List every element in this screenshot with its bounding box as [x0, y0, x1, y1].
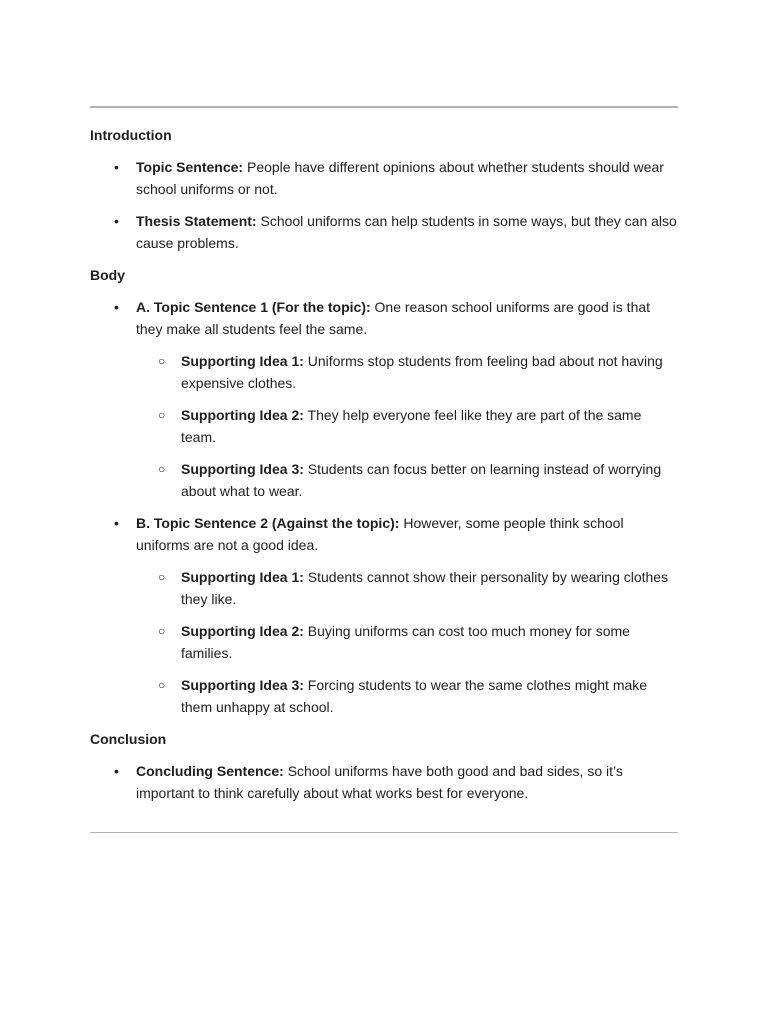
idea-label: Supporting Idea 2: — [181, 407, 304, 423]
introduction-list — [90, 156, 680, 254]
circle-bullet-icon: ○ — [158, 462, 166, 476]
conclusion-heading: Conclusion — [90, 731, 167, 747]
item-label: Concluding Sentence: — [136, 763, 284, 779]
supporting-idea-item — [136, 620, 680, 664]
item-text: However, some people think school uniforms are not a good idea. — [136, 515, 624, 553]
supporting-idea-item — [136, 350, 680, 394]
top-divider — [90, 106, 678, 108]
item-text: People have different opinions about whether students should wear school uniforms or not. — [136, 159, 664, 197]
supporting-idea-item — [136, 566, 680, 610]
idea-text: Forcing students to wear the same clothes might make them unhappy at school. — [181, 677, 648, 715]
bullet-icon: • — [114, 159, 119, 175]
supporting-idea-item — [136, 674, 680, 718]
item-text: School uniforms can help students in some ways, but they can also cause problems. — [136, 213, 677, 251]
item-text: One reason school uniforms are good is that they make all students feel the same. — [136, 299, 651, 337]
idea-text: Students cannot show their personality by wearing clothes they like. — [181, 569, 669, 607]
list-item-topic-a — [90, 296, 680, 502]
bullet-icon: • — [114, 213, 119, 229]
bullet-icon: • — [114, 299, 119, 315]
list-item-topic-b — [90, 512, 680, 718]
item-label: Thesis Statement: — [136, 213, 257, 229]
bottom-divider — [90, 832, 678, 833]
introduction-heading: Introduction — [90, 127, 172, 143]
circle-bullet-icon: ○ — [158, 570, 166, 584]
outline-content — [90, 124, 680, 814]
bullet-icon: • — [114, 763, 119, 779]
topic-a-ideas — [136, 350, 680, 502]
item-label: Topic Sentence: — [136, 159, 244, 175]
idea-label: Supporting Idea 1: — [181, 353, 304, 369]
idea-label: Supporting Idea 1: — [181, 569, 304, 585]
supporting-idea-item — [136, 404, 680, 448]
conclusion-list — [90, 760, 680, 804]
bullet-icon: • — [114, 515, 119, 531]
idea-text: They help everyone feel like they are part of the same team. — [181, 407, 642, 445]
idea-text: Students can focus better on learning instead of worrying about what to wear. — [181, 461, 662, 499]
circle-bullet-icon: ○ — [158, 678, 166, 692]
list-item-thesis-statement — [90, 210, 680, 254]
supporting-idea-item — [136, 458, 680, 502]
circle-bullet-icon: ○ — [158, 624, 166, 638]
item-label: B. Topic Sentence 2 (Against the topic): — [136, 515, 400, 531]
body-list — [90, 296, 680, 718]
idea-label: Supporting Idea 2: — [181, 623, 304, 639]
idea-text: Uniforms stop students from feeling bad about not having expensive clothes. — [181, 353, 663, 391]
list-item-concluding-sentence — [90, 760, 680, 804]
topic-b-ideas — [136, 566, 680, 718]
circle-bullet-icon: ○ — [158, 354, 166, 368]
item-label: A. Topic Sentence 1 (For the topic): — [136, 299, 371, 315]
idea-label: Supporting Idea 3: — [181, 677, 304, 693]
idea-label: Supporting Idea 3: — [181, 461, 304, 477]
body-heading: Body — [90, 267, 125, 283]
list-item-topic-sentence — [90, 156, 680, 200]
idea-text: Buying uniforms can cost too much money for some families. — [181, 623, 630, 661]
item-text: School uniforms have both good and bad sides, so it’s important to think carefully about what works best for everyone. — [136, 763, 623, 801]
circle-bullet-icon: ○ — [158, 408, 166, 422]
